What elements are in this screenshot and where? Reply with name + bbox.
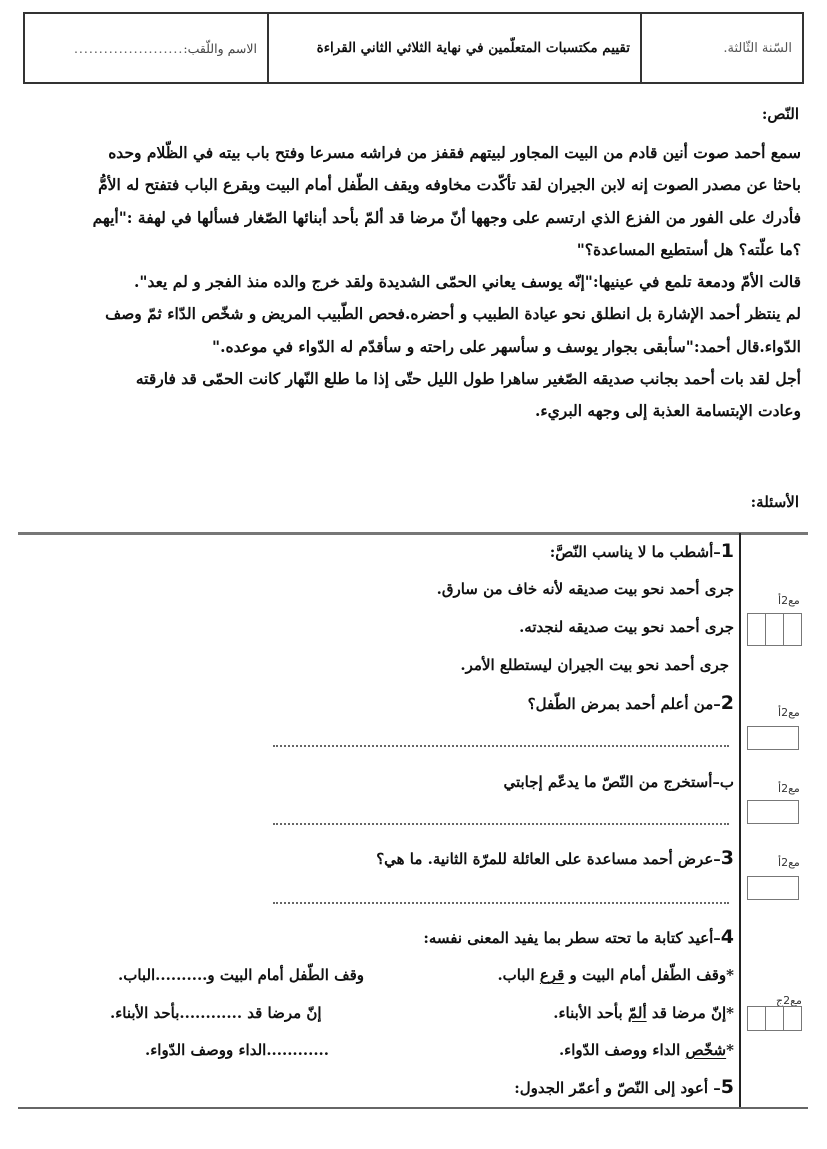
grade-label: السّنة الثّالثة.	[723, 40, 792, 56]
question-4-fill-blank[interactable]: ............الداء ووصف الدّواء.	[145, 1041, 329, 1059]
score-box-q4[interactable]	[747, 1006, 802, 1031]
question-text: – أعود إلى النّصّ و أعمّر الجدول:	[514, 1079, 721, 1097]
answer-line-q2b[interactable]	[273, 823, 729, 825]
passage-heading: النّص:	[761, 105, 799, 123]
score-cell[interactable]	[748, 1007, 765, 1030]
header-table	[23, 12, 804, 84]
question-4-fill-blank[interactable]: إنّ مرضا قد ............بأحد الأبناء.	[110, 1004, 322, 1022]
score-cell[interactable]	[783, 1007, 801, 1030]
underlined-word: ألمّ	[627, 1004, 647, 1022]
score-box-q2b[interactable]	[747, 800, 799, 824]
grade-cell	[640, 14, 802, 82]
score-column-divider	[739, 533, 741, 1109]
passage-text	[21, 137, 801, 428]
score-box-q2[interactable]	[747, 726, 799, 750]
question-4-item	[553, 1004, 734, 1022]
score-box-q3[interactable]	[747, 876, 799, 900]
score-label-q1: مع2أ	[778, 594, 800, 607]
question-2b-prompt: ب–أستخرج من النّصّ ما يدعّم إجابتي	[503, 773, 734, 791]
score-cell[interactable]	[765, 614, 783, 645]
question-5-prompt	[514, 1076, 734, 1098]
name-label: الاسم واللّقب:	[183, 40, 257, 56]
score-cell[interactable]	[748, 614, 765, 645]
passage-line: باحثا عن مصدر الصوت إنه لابن الجيران لقد تأكّدت مخاوفه ويقف الطّفل أمام البيت ويقرع الباب فتفتح له الأمُّ	[98, 175, 801, 195]
answer-line-q3[interactable]	[273, 902, 729, 904]
bullet-star: *	[726, 1041, 734, 1059]
question-number: 2	[720, 692, 734, 714]
score-label-q2: مع2أ	[778, 706, 800, 719]
passage-line: فأدرك على الفور من الفزع الذي ارتسم على وجهها أنّ مرضا قد ألمّ بأحد أبنائها الصّغار فسألها في لهفة :"أيهم	[92, 207, 801, 227]
passage-line: أجل لقد بات أحمد بجانب صديقه الصّغير ساهرا طول الليل حتّى إذا ما طلع النّهار كانت الحمّى قد فارقته	[135, 369, 801, 389]
question-number: 1	[720, 540, 734, 562]
answer-line-q2[interactable]	[273, 745, 729, 747]
question-text: –أعيد كتابة ما تحته سطر بما يفيد المعنى نفسه:	[423, 929, 721, 947]
question-4-fill-blank[interactable]: وقف الطّفل أمام البيت و..........الباب.	[118, 966, 365, 984]
question-text: –عرض أحمد مساعدة على العائلة للمرّة الثانية. ما هي؟	[376, 850, 721, 868]
name-field-dots[interactable]: ......................	[73, 40, 184, 56]
bullet-star: *	[726, 1004, 734, 1022]
underlined-word: قرع	[539, 966, 565, 984]
score-cell[interactable]	[783, 614, 801, 645]
name-cell[interactable]	[25, 14, 267, 82]
question-4-prompt	[423, 926, 734, 948]
underlined-word: شخّص	[685, 1041, 727, 1059]
question-4-item	[559, 1041, 734, 1059]
score-cell[interactable]	[765, 1007, 783, 1030]
question-number: 4	[720, 926, 734, 948]
bullet-star: *	[726, 966, 734, 984]
item-text: إنّ مرضا قد	[646, 1004, 727, 1022]
question-1-option[interactable]: جرى أحمد نحو بيت صديقه لنجدته.	[519, 618, 734, 636]
passage-line: ؟ما علّته؟ هل أستطيع المساعدة؟"	[576, 239, 801, 259]
score-label-q2b: مع2أ	[778, 782, 800, 795]
question-1-option[interactable]: جرى أحمد نحو بيت صديقه لأنه خاف من سارق.	[436, 580, 734, 598]
question-3-prompt	[376, 847, 734, 869]
questions-heading: الأسئلة:	[750, 493, 799, 511]
passage-line: وعادت الإبتسامة العذبة إلى وجهه البريء.	[534, 401, 801, 421]
question-2-prompt	[528, 692, 734, 714]
question-1-prompt	[550, 540, 734, 562]
passage-line: قالت الأمّ ودمعة تلمع في عينيها:"إنّه يوسف يعاني الحمّى الشديدة ولقد خرج والده منذ الفجر و لم يعد".	[133, 272, 801, 292]
question-number: 5	[720, 1076, 734, 1098]
exam-title: تقييم مكتسبات المتعلّمين في نهاية الثلاثي الثاني القراءة	[316, 40, 630, 56]
question-text: –أشطب ما لا يناسب النّصَّ:	[549, 543, 721, 561]
title-cell	[267, 14, 640, 82]
passage-line: الدّواء.قال أحمد:"سأبقى بجوار يوسف و سأسهر على راحته و سأقدّم له الدّواء في موعده."	[212, 336, 801, 356]
item-text: وقف الطّفل أمام البيت و	[564, 966, 727, 984]
question-1-option[interactable]: جرى أحمد نحو بيت الجيران ليستطلع الأمر.	[460, 656, 729, 674]
score-label-q4: مع2ج	[776, 994, 802, 1007]
item-text: الداء ووصف الدّواء.	[558, 1041, 686, 1059]
score-label-q3: مع2أ	[778, 856, 800, 869]
question-4-item	[497, 966, 734, 984]
question-number: 3	[720, 847, 734, 869]
item-text: بأحد الأبناء.	[553, 1004, 628, 1022]
passage-line: سمع أحمد صوت أنين قادم من البيت المجاور لبيتهم فقفز من فراشه مسرعا وفتح باب بيته في الظّلام وحده	[108, 143, 801, 162]
section-divider-bottom	[18, 1107, 808, 1109]
score-box-q1[interactable]	[747, 613, 802, 646]
passage-line: لم ينتظر أحمد الإشارة بل انطلق نحو عيادة الطبيب و أحضره.فحص الطّبيب المريض و شخّص الدّاء ثمّ وصف	[105, 304, 801, 324]
question-text: –من أعلم أحمد بمرض الطّفل؟	[527, 695, 721, 713]
section-divider-top	[18, 532, 808, 535]
item-text: الباب.	[497, 966, 540, 984]
